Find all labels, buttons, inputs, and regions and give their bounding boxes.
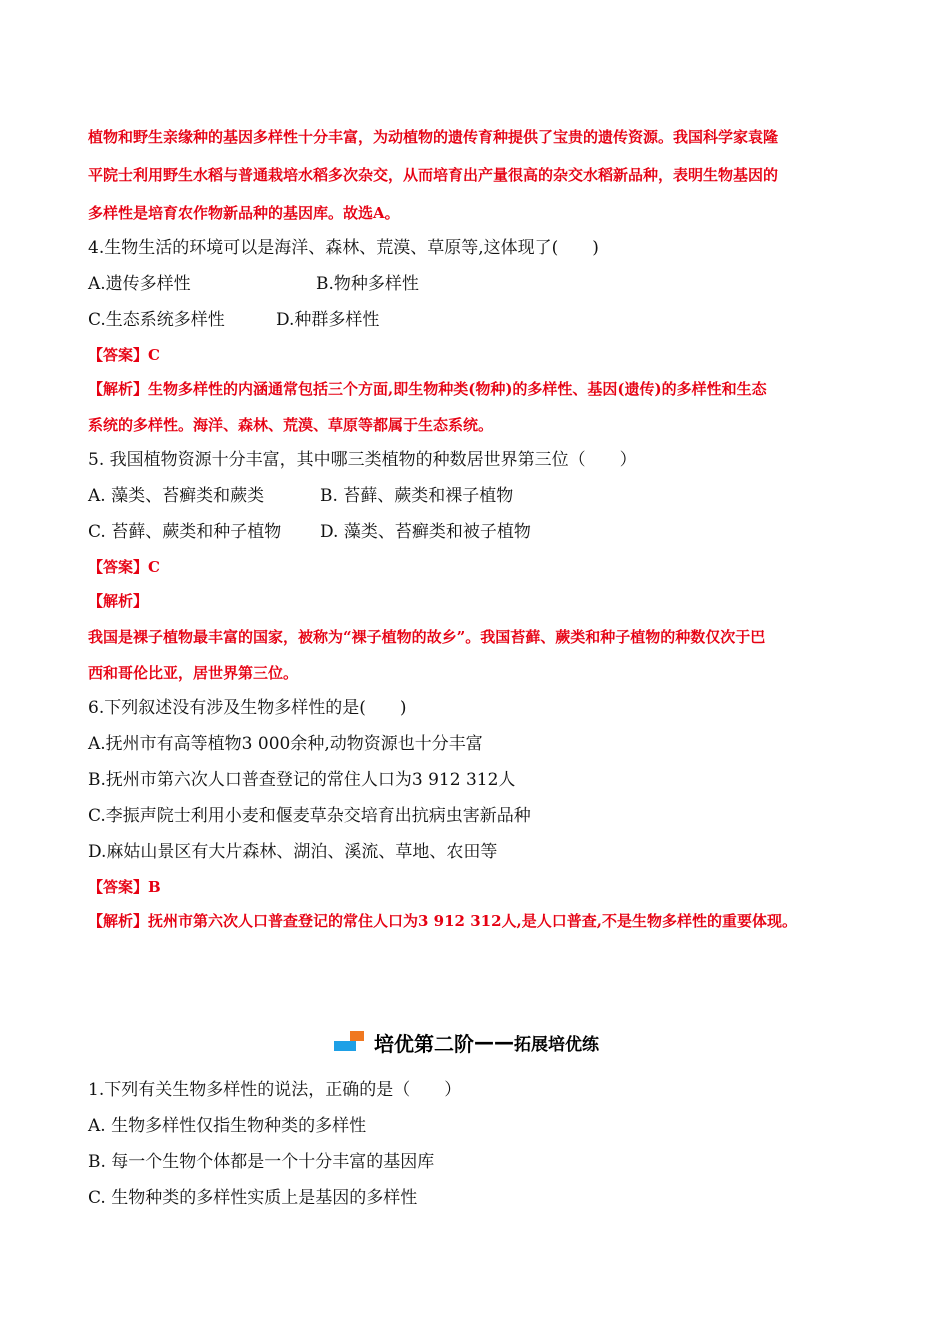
q5-option-b: B. 苔藓、蕨类和裸子植物 [320,486,514,506]
q4-options-row-1 [88,276,419,293]
q4-answer [88,348,160,363]
s2q1-option-c: C. 生物种类的多样性实质上是基因的多样性 [88,1188,418,1208]
q5-option-d: D. 藻类、苔癣类和被子植物 [320,522,531,542]
q4-options-row-2 [88,312,379,329]
q5-options-row-1 [88,488,513,505]
q6-answer-value: B [148,878,161,896]
answer-label: 【答案】 [88,878,149,896]
q4-answer-value: C [148,346,160,364]
q6-option-b: B.抚州市第六次人口普查登记的常住人口为3 912 312人 [88,770,516,790]
q4-option-c: C.生态系统多样性 [88,310,225,330]
section-dash: —— [474,1030,514,1054]
q5-analysis-line-1: 我国是裸子植物最丰富的国家，被称为“裸子植物的故乡”。我国苔藓、蕨类和种子植物的种数仅次于巴 [88,628,766,646]
q4-option-d: D.种群多样性 [276,310,380,330]
q4-analysis-line-1 [88,382,767,397]
q4-option-b: B.物种多样性 [316,274,419,294]
intro-analysis-line-1: 植物和野生亲缘种的基因多样性十分丰富，为动植物的遗传育种提供了宝贵的遗传资源。我国科学家袁隆 [88,128,779,146]
answer-label: 【答案】 [88,346,149,364]
q6-option-d: D.麻姑山景区有大片森林、湖泊、溪流、草地、农田等 [88,842,498,862]
section-subtitle: 拓展培优练 [514,1034,599,1055]
q5-stem: 5. 我国植物资源十分丰富，其中哪三类植物的种数居世界第三位（ ） [88,450,637,470]
s2q1-option-a: A. 生物多样性仅指生物种类的多样性 [88,1116,367,1136]
analysis-label: 【解析】 [88,912,149,930]
section-heading [334,1022,599,1062]
q6-analysis [88,914,797,929]
section-title: 培优第二阶 [374,1031,474,1056]
intro-analysis-line-2: 平院士利用野生水稻与普通栽培水稻多次杂交，从而培育出产量很高的杂交水稻新品种，表明生物基因的 [88,166,779,184]
intro-analysis-line-3: 多样性是培育农作物新品种的基因库。故选A。 [88,204,400,222]
q6-analysis-text: 抚州市第六次人口普查登记的常住人口为3 912 312人,是人口普查,不是生物多样性的重要体现。 [148,912,797,930]
q4-analysis-text-1: 生物多样性的内涵通常包括三个方面,即生物种类(物种)的多样性、基因(遗传)的多样性和生态 [148,380,767,398]
q5-option-c: C. 苔藓、蕨类和种子植物 [88,522,282,542]
s2q1-stem: 1.下列有关生物多样性的说法，正确的是（ ） [88,1080,462,1100]
q6-answer [88,880,161,895]
analysis-label: 【解析】 [88,380,149,398]
q4-stem: 4.生物生活的环境可以是海洋、森林、荒漠、草原等,这体现了( ) [88,238,599,258]
q4-analysis-line-2: 系统的多样性。海洋、森林、荒漠、草原等都属于生态系统。 [88,416,494,434]
q5-analysis-line-2: 西和哥伦比亚，居世界第三位。 [88,664,299,682]
q5-options-row-2 [88,524,531,541]
q6-stem: 6.下列叙述没有涉及生物多样性的是( ) [88,698,407,718]
answer-label: 【答案】 [88,558,149,576]
q6-option-c: C.李振声院士利用小麦和偃麦草杂交培育出抗病虫害新品种 [88,806,531,826]
stacked-blocks-icon [334,1025,368,1059]
q4-option-a: A.遗传多样性 [88,274,191,294]
q6-option-a: A.抚州市有高等植物3 000余种,动物资源也十分丰富 [88,734,483,754]
q5-option-a: A. 藻类、苔癣类和蕨类 [88,486,265,506]
q5-analysis-label: 【解析】 [88,592,149,610]
s2q1-option-b: B. 每一个生物个体都是一个十分丰富的基因库 [88,1152,435,1172]
q5-answer [88,560,160,575]
q5-answer-value: C [148,558,160,576]
